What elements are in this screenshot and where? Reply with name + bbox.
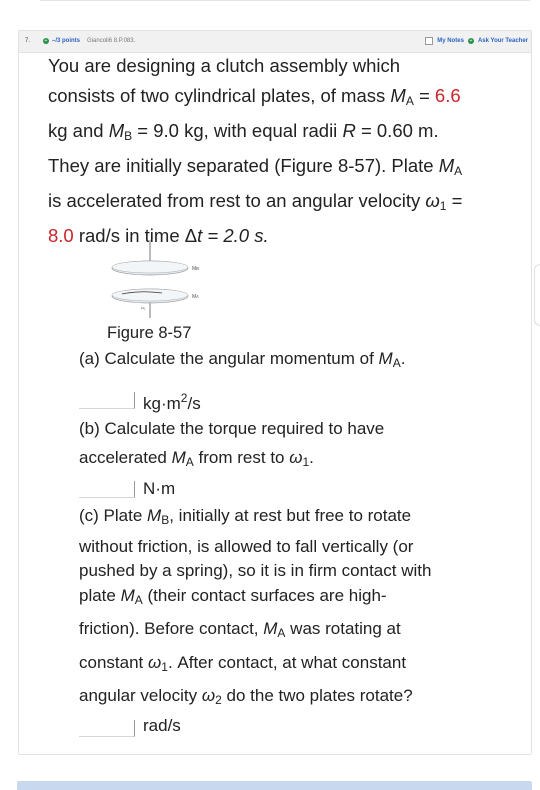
figure-8-57 bbox=[100, 238, 200, 320]
answer-input-b[interactable] bbox=[79, 481, 135, 498]
part-c-line-6: constant $\omega_1$. After contact, at what constant bbox=[79, 653, 407, 674]
part-b-line-2: accelerated $M_A$ from rest to $\omega_1$. bbox=[79, 448, 314, 469]
question-header bbox=[19, 31, 531, 53]
omega-value: 8.0 bbox=[48, 225, 74, 246]
answer-input-a[interactable] bbox=[79, 392, 135, 409]
part-c-line-2: without friction, is allowed to fall vertically (or bbox=[79, 537, 414, 556]
part-c-line-5: friction). Before contact, $M_A$ was rotating at bbox=[79, 619, 401, 640]
part-c-line-4: plate $M_A$ (their contact surfaces are high- bbox=[79, 586, 387, 607]
expand-plus-icon[interactable]: + bbox=[44, 38, 48, 44]
label-ma: Mᴀ bbox=[192, 294, 199, 300]
question-points bbox=[43, 38, 135, 44]
question-stem: You are designing a clutch assembly which consists of two cylindrical plates, of mass $M_A = 6.6$ kg and $M_B = 9.0$ kg, with equal radii R = 0.60 m. They are initially separated (Figure 8-57). Plate $M_A$ is accelerated from rest to an angular velocity $\omega_1$ = 8.0 rad/s in time Δt = 2.0 s. bbox=[48, 55, 463, 246]
my-notes-link[interactable]: My Notes bbox=[437, 38, 464, 44]
ask-teacher-link[interactable]: Ask Your Teacher bbox=[477, 38, 528, 44]
figure-caption: Figure 8-57 bbox=[107, 324, 192, 342]
next-question-bar bbox=[17, 781, 532, 790]
mass-a-value: 6.6 bbox=[434, 85, 461, 106]
label-omega: ω₁ bbox=[141, 305, 146, 310]
stem-line-1: You are designing a clutch assembly which bbox=[48, 55, 401, 76]
header-actions bbox=[425, 37, 528, 45]
part-c-line-3: pushed by a spring), so it is in firm contact with bbox=[79, 561, 432, 580]
notes-checkbox-icon[interactable] bbox=[425, 37, 433, 45]
answer-input-c[interactable] bbox=[79, 720, 135, 737]
points-label: –/3 points bbox=[52, 38, 81, 44]
question-number: 7. bbox=[25, 38, 31, 44]
part-c-line-1: (c) Plate $M_B$, initially at rest but free to rotate bbox=[79, 506, 412, 527]
part-a-prompt: (a) Calculate the angular momentum of $M_A$. bbox=[79, 349, 406, 370]
unit-c: rad/s bbox=[143, 716, 181, 735]
part-b-line-1: (b) Calculate the torque required to have bbox=[79, 419, 385, 438]
question-source: Giancoli6 8.P.083. bbox=[87, 38, 136, 44]
label-mb: Mʙ bbox=[192, 266, 199, 272]
part-c-line-7: angular velocity $\omega_2$ do the two plates rotate? bbox=[79, 686, 413, 707]
unit-b: N·m bbox=[143, 479, 176, 498]
top-divider bbox=[40, 0, 530, 1]
ask-teacher-plus-icon[interactable]: + bbox=[469, 38, 473, 44]
side-panel-handle[interactable] bbox=[534, 264, 540, 326]
unit-a: $kg\cdot m^2/s$ bbox=[143, 391, 201, 413]
